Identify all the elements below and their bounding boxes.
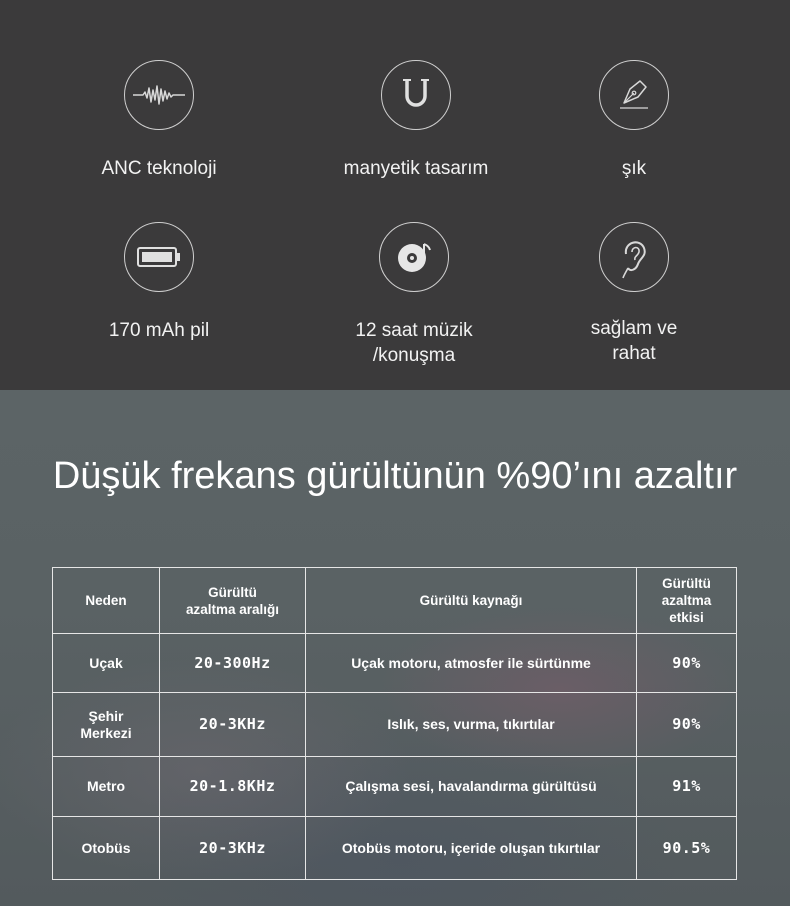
feature-label-line: /konuşma — [372, 345, 456, 366]
feature-label: ANC teknoloji — [101, 158, 217, 179]
magnet-icon — [381, 60, 451, 130]
features-panel — [0, 0, 790, 390]
feature-label: manyetik tasarım — [343, 158, 489, 179]
cell-source: Otobüs motoru, içeride oluşan tıkırtılar — [306, 817, 637, 880]
header-source: Gürültü kaynağı — [306, 568, 637, 634]
feature-label-line: rahat — [612, 343, 656, 364]
cell-effect: 90% — [637, 693, 737, 757]
ear-icon — [599, 222, 669, 292]
cell-source: Çalışma sesi, havalandırma gürültüsü — [306, 757, 637, 817]
cell-range: 20-3KHz — [160, 817, 306, 880]
feature-label — [514, 316, 754, 366]
noise-reduction-table — [52, 567, 737, 880]
header-effect-line: etkisi — [669, 610, 704, 625]
header-range-line: Gürültü — [208, 584, 257, 600]
header-effect-line: Gürültü — [662, 576, 711, 591]
cell-range: 20-300Hz — [160, 634, 306, 693]
battery-icon — [124, 222, 194, 292]
cell-cause: Otobüs — [53, 817, 160, 880]
cell-source: Uçak motoru, atmosfer ile sürtünme — [306, 634, 637, 693]
headline: Düşük frekans gürültünün %90’ını azaltır — [52, 455, 738, 497]
feature-stylish — [514, 60, 754, 190]
soundwave-icon — [124, 60, 194, 130]
cell-cause-line: Şehir — [88, 707, 124, 724]
cell-effect: 90% — [637, 634, 737, 693]
header-range — [160, 568, 306, 634]
table-row — [53, 757, 737, 817]
cell-range: 20-3KHz — [160, 693, 306, 757]
music-disc-icon — [379, 222, 449, 292]
feature-comfort — [514, 222, 754, 362]
feature-label: şık — [621, 158, 647, 179]
header-effect — [637, 568, 737, 634]
header-effect-line: azaltma — [661, 593, 712, 608]
feature-label — [294, 318, 534, 368]
feature-label: 170 mAh pil — [108, 320, 210, 341]
header-range-line: azaltma aralığı — [185, 601, 280, 617]
cell-effect: 91% — [637, 757, 737, 817]
cell-source: Islık, ses, vurma, tıkırtılar — [306, 693, 637, 757]
table-row — [53, 693, 737, 757]
table-row — [53, 634, 737, 693]
feature-label-line: 12 saat müzik — [355, 320, 473, 341]
pen-nib-icon — [599, 60, 669, 130]
cell-cause-line: Merkezi — [80, 724, 132, 741]
feature-playtime — [294, 222, 534, 366]
feature-label-line: sağlam ve — [590, 318, 678, 339]
table-row — [53, 817, 737, 880]
feature-anc — [39, 60, 279, 190]
feature-battery — [39, 222, 279, 352]
noise-reduction-section — [0, 390, 790, 906]
cell-cause: Uçak — [53, 634, 160, 693]
cell-cause — [53, 693, 160, 757]
table-header-row — [53, 568, 737, 634]
cell-range: 20-1.8KHz — [160, 757, 306, 817]
feature-magnetic — [296, 60, 536, 190]
header-cause: Neden — [53, 568, 160, 634]
cell-effect: 90.5% — [637, 817, 737, 880]
cell-cause: Metro — [53, 757, 160, 817]
